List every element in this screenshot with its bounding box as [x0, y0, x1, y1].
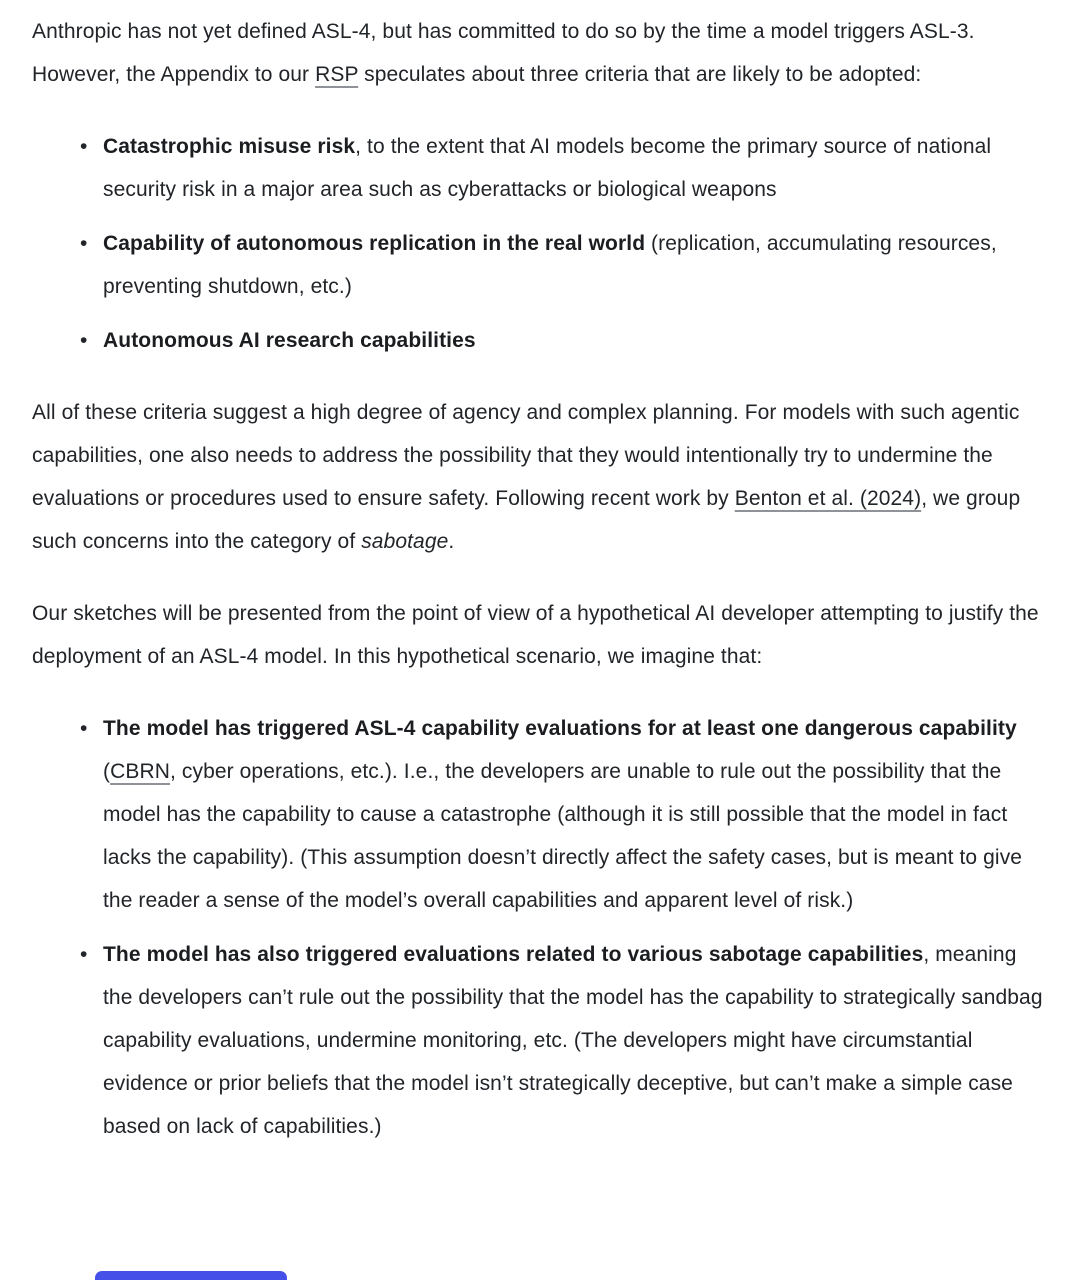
paragraph-intro-text-pre: Anthropic has not yet defined ASL-4, but has committed to do so by the time a model triggers ASL-3. However, the Appendix to our [32, 20, 975, 86]
list-item-bold-lead: The model has also triggered evaluations related to various sabotage capabilities [103, 943, 924, 966]
list-item-text-prelink: ( [103, 760, 111, 783]
cbrn-link[interactable]: CBRN [110, 760, 170, 783]
paragraph-sketches: Our sketches will be presented from the point of view of a hypothetical AI developer attempting to justify the deployment of an ASL-4 model. In this hypothetical scenario, we imagine that: [32, 602, 1039, 668]
list-item-sabotage-trigger [32, 933, 1046, 1148]
list-item-ai-research [32, 319, 1046, 362]
list-item-bold-lead: Catastrophic misuse risk [103, 135, 356, 158]
list-item-bold-lead: Capability of autonomous replication in the real world [103, 232, 646, 255]
paragraph-sabotage-text-mid: , we group such concerns into the category of [32, 487, 1021, 553]
rsp-link[interactable]: RSP [315, 63, 359, 86]
list-item-text: (replication, accumulating resources, preventing shutdown, etc.) [103, 232, 997, 298]
paragraph-intro [32, 10, 1046, 96]
benton-link[interactable]: Benton et al. (2024) [734, 487, 922, 510]
list-item-text: , to the extent that AI models become the primary source of national security risk in a major area such as cyberattacks or biological weapons [103, 135, 992, 201]
list-item-text: , cyber operations, etc.). I.e., the developers are unable to rule out the possibility that the model has the capability to cause a catastrophe (although it is still possible that the model in fact lacks the capability). (This assumption doesn’t directly affect the safety cases, but is meant to give the reader a sense of the model’s overall capabilities and apparent level of risk.) [103, 760, 1023, 912]
scenario-list [32, 707, 1046, 1148]
sabotage-italic: sabotage [361, 530, 449, 553]
list-item-autonomous-replication [32, 222, 1046, 308]
list-item-catastrophic-misuse [32, 125, 1046, 211]
paragraph-sabotage [32, 391, 1046, 563]
criteria-list [32, 125, 1046, 362]
paragraph-intro-text-post: speculates about three criteria that are likely to be adopted: [358, 63, 922, 86]
list-item-text: , meaning the developers can’t rule out the possibility that the model has the capability to strategically sandbag capability evaluations, undermine monitoring, etc. (The developers might have circumstantial evidence or prior beliefs that the model isn’t strategically deceptive, but can’t make a simple case based on lack of capabilities.) [103, 943, 1043, 1138]
paragraph-sabotage-text-post: . [448, 530, 455, 553]
list-item-bold-lead: The model has triggered ASL-4 capability evaluations for at least one dangerous capability [103, 717, 1017, 740]
paragraph-sabotage-text-pre: All of these criteria suggest a high degree of agency and complex planning. For models with such agentic capabilities, one also needs to address the possibility that they would intentionally try to undermine the evaluations or procedures used to ensure safety. Following recent work by [32, 401, 1020, 510]
list-item-bold-lead: Autonomous AI research capabilities [103, 329, 476, 352]
bottom-cutoff-element[interactable] [95, 1271, 287, 1280]
list-item-asl4-trigger [32, 707, 1046, 922]
